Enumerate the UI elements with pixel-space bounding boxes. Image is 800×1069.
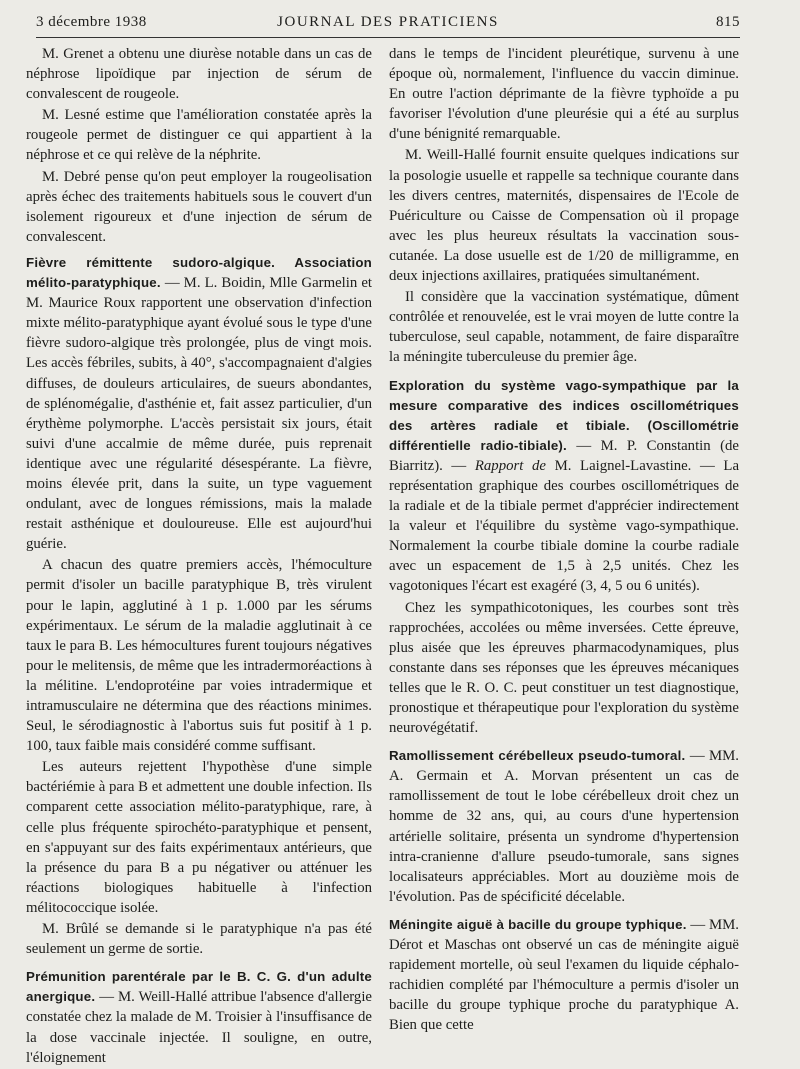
section-body: — MM. A. Germain et A. Morvan présentent un cas de ramollissement de tout le lobe cérébelleux droit chez un homme de 32 ans, qui, au cours d'une hypertension artérielle solitaire, présenta un syndrome d'hypertension intra-cranienne d'allure pseudo-tumorale, sans signes localisateurs appréciables. Mort au douzième mois de l'évolution. Pas de spécificité décelable. [389, 748, 739, 905]
paragraph-brule: M. Brûlé se demande si le paratyphique n'a pas été seulement un germe de sortie. [26, 921, 372, 958]
issue-date: 3 décembre 1938 [36, 14, 147, 30]
paragraph-sympathicotoniques: Chez les sympathicotoniques, les courbes sont très rapprochées, accolées ou même inversées. Cette épreuve, plus aisée que les épreuves pharmacodynamiques, plus constante dans ses réponses que les épreuves mécaniques telles que le R. O. C. peut constituer un test diagnostique, pronostique et thérapeutique pour l'exploration du système neurovégétatif. [389, 599, 739, 737]
page-number: 815 [716, 14, 740, 30]
section-body: — M. P. Constantin (de Biarritz). — [389, 437, 740, 474]
right-column [389, 44, 739, 1037]
paragraph-weill-halle: M. Weill-Hallé fournit ensuite quelques indications sur la posologie usuelle et rappelle sa technique courante dans les divers centres, maternités, dispensaires de l'Ecole de Puériculture ou Caisse de Compensation où il propage avec les plus heureux résultats la vaccination sous-cutanée. La dose usuelle est de 1/20 de milligramme, en deux injections axillaires, pratiquées simultanément. [389, 147, 739, 285]
header-rule [36, 37, 740, 38]
paragraph-lesne: M. Lesné estime que l'amélioration constatée après la rougeole permet de distinguer ce qui appartient à la néphrose et ce qui relève de la néphrite. [26, 107, 372, 164]
paragraph-hemoculture: A chacun des quatre premiers accès, l'hémoculture permit d'isoler un bacille paratyphique B, très virulent pour le lapin, agglutiné à 1 p. 1.000 par les sérums expérimentaux. Le sérum de la maladie agglutinait à ce taux le para B. Les hémocultures furent toujours négatives pour le melitensis, de même que les intradermoréactions à la mélitine. L'endoprotéine par voies intradermique et intramusculaire ne détermina que des réactions minimes. Seul, le sérodiagnostic à l'abortus suis fut positif à 1 p. 100, taux faible mais considéré comme suffisant. [26, 557, 372, 755]
section-title: Prémunition parentérale par le B. C. G. d'un adulte anergique. [26, 969, 372, 1005]
paragraph-continuation: dans le temps de l'incident pleurétique, survenu à une époque où, normalement, l'influence du vaccin diminue. En outre l'action déprimante de la fièvre typhoïde a pu favoriser l'évolution d'une pleurésie qui a été au surplus d'une bénignité remarquable. [389, 46, 739, 143]
report-label: Rapport de [474, 457, 546, 474]
section-body: — MM. Dérot et Maschas ont observé un cas de méningite aiguë rapidement mortelle, où seul l'examen du liquide céphalo-rachidien complété par l'hémoculture a permis d'isoler un bacille du groupe typhique proche du paratyphique A. Bien que cette [389, 916, 739, 1034]
paragraph-debre: M. Debré pense qu'on peut employer la rougeolisation après échec des traitements habituels sous le couvert d'un isolement rigoureux et d'une injection de sérum de convalescent. [26, 168, 372, 245]
paragraph-auteurs: Les auteurs rejettent l'hypothèse d'une simple bactériémie à para B et admettent une double infection. Ils comparent cette association mélito-paratyphique, rare, à celle plus fréquente spirochéto-paratyphique et pensent, en s'appuyant sur des faits expérimentaux antérieurs, que la présence du para B a pu négativer ou atténuer les réactions biologiques habituelle à l'infection mélitococcique isolée. [26, 759, 372, 916]
journal-title: JOURNAL DES PRATICIENS [277, 14, 499, 30]
section-body: — M. Weill-Hallé attribue l'absence d'allergie constatée chez la malade de M. Troisier à l'insuffisance de la dose vaccinale injectée. Il souligne, en outre, l'éloignement [26, 989, 372, 1066]
left-column [26, 44, 372, 1069]
section-title: Méningite aiguë à bacille du groupe typhique. [389, 916, 687, 932]
section-body: — M. L. Boidin, Mlle Garmelin et M. Maurice Roux rapportent une observation d'infection mixte mélito-paratyphique ayant évolué sous le type d'une fièvre sudoro-algique très prolongée, plus de vingt mois. Les accès fébriles, subits, à 40°, s'accompagnaient d'algies diffuses, de douleurs articulaires, de sueurs abondantes, de splénomégalie, d'asthénie et, fait assez particulier, d'un érythème polymorphe. L'accès persistait six jours, était suivi d'une accalmie de même durée, puis reprenait identique avec une régularité désespérante. La fièvre, moins élevée prit, dans la suite, un type vaguement ondulant, avec de longues rémissions, mais la malade restait asthénique et douloureuse. Elle est aujourd'hui guérie. [26, 275, 372, 553]
paragraph-vaccination: Il considère que la vaccination systématique, dûment contrôlée et renouvelée, est le vrai moyen de lutte contre la tuberculose, seul capable, notamment, de faire disparaître la méningite tuberculeuse du premier âge. [389, 289, 739, 366]
paragraph-grenet: M. Grenet a obtenu une diurèse notable dans un cas de néphrose lipoïdique par injection de sérum de convalescent de rougeole. [26, 46, 372, 103]
section-body-rest: M. Laignel-Lavastine. — La représentation graphique des courbes oscillométriques de la radiale et de la tibiale permet d'apprécier indirectement la valeur et l'équilibre du système vago-sympathique. Normalement la courbe tibiale domine la courbe radiale avec un espacement de 1,5 à 2,5 unités. Chez les vagotoniques l'écart est exagéré (3, 4, 5 ou 6 unités). [389, 457, 740, 595]
section-title: Exploration du système vago-sympathique par la mesure comparative des indices oscillométriques des artères radiale et tibiale. (Oscillométrie différentielle radio-tibiale). [389, 377, 739, 453]
running-head [36, 14, 740, 36]
section-title: Fièvre rémittente sudoro-algique. Association mélito-paratyphique. [26, 254, 372, 291]
section-title: Ramollissement cérébelleux pseudo-tumoral. [389, 748, 686, 764]
